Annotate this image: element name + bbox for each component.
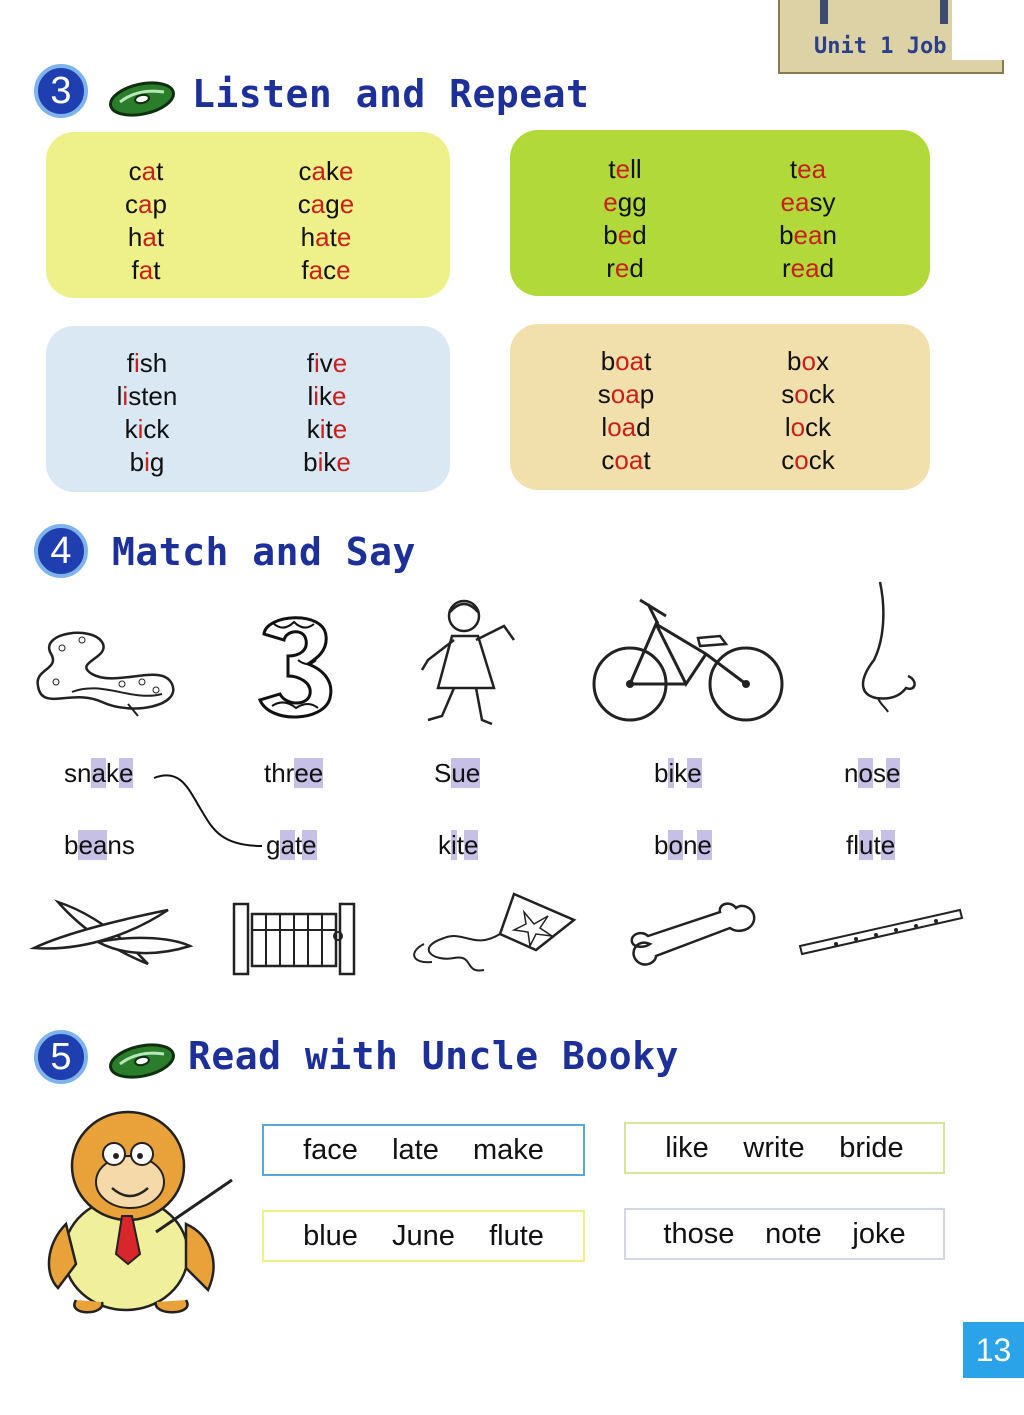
word: kick (124, 414, 170, 444)
word-column-long-a (276, 155, 376, 287)
word-column-long-o (578, 345, 674, 477)
word: fat (131, 255, 161, 285)
read-word[interactable]: face (303, 1133, 358, 1166)
section-number-4: 4 (34, 524, 88, 578)
bone-picture (626, 898, 760, 968)
match-word-three[interactable]: three (264, 758, 324, 788)
kite-picture (404, 890, 580, 978)
word: listen (116, 381, 178, 411)
word: egg (603, 187, 647, 217)
read-box-u (262, 1210, 585, 1262)
read-word[interactable]: joke (852, 1217, 906, 1250)
page-number: 13 (963, 1322, 1024, 1378)
match-word-flute[interactable]: flute (846, 830, 896, 860)
match-line (150, 768, 270, 850)
word: bed (603, 220, 647, 250)
word-column-short-a (106, 155, 186, 287)
word: face (301, 255, 351, 285)
word: five (306, 348, 348, 378)
word: cat (128, 156, 164, 186)
read-word[interactable]: like (665, 1131, 709, 1164)
word: coat (601, 445, 651, 475)
read-word[interactable]: write (743, 1131, 805, 1164)
word-column-short-i (100, 347, 194, 479)
match-word-kite[interactable]: kite (438, 830, 479, 860)
gate-picture (230, 900, 358, 978)
match-word-gate[interactable]: gate (266, 830, 317, 860)
match-word-beans[interactable]: beans (64, 830, 135, 860)
read-word[interactable]: blue (303, 1219, 358, 1252)
word-column-long-i (280, 347, 374, 479)
read-word[interactable]: those (663, 1217, 735, 1250)
snake-picture (32, 622, 182, 718)
word: easy (780, 187, 836, 217)
word: tea (789, 154, 827, 184)
unit-label: Unit 1 Job (814, 34, 947, 59)
word: tell (608, 154, 642, 184)
match-word-snake[interactable]: snake (64, 758, 134, 788)
page-margin (952, 0, 1024, 60)
beans-picture (28, 892, 194, 984)
sign-post (820, 0, 828, 24)
word: read (781, 253, 835, 283)
word: fish (126, 348, 168, 378)
word: sock (781, 379, 835, 409)
cd-icon[interactable] (108, 1042, 176, 1080)
word-box-o (510, 324, 930, 490)
word: cage (297, 189, 355, 219)
bike-picture (586, 594, 792, 724)
section-title-listen: Listen and Repeat (192, 72, 590, 116)
read-box-i (624, 1122, 945, 1174)
word: kite (306, 414, 348, 444)
word: lock (784, 412, 832, 442)
match-word-sue[interactable]: Sue (434, 758, 481, 788)
word-column-long-e (758, 153, 858, 285)
read-word[interactable]: flute (489, 1219, 544, 1252)
word: hat (127, 222, 165, 252)
read-word[interactable]: note (765, 1217, 822, 1250)
word: soap (597, 379, 655, 409)
word: red (606, 253, 644, 283)
read-word[interactable]: bride (839, 1131, 904, 1164)
read-word[interactable]: make (472, 1133, 544, 1166)
word: load (601, 412, 651, 442)
word: big (129, 447, 165, 477)
word: hate (300, 222, 352, 252)
word-column-short-e (580, 153, 670, 285)
section-title-read: Read with Uncle Booky (188, 1034, 679, 1078)
uncle-booky-picture (36, 1104, 240, 1316)
word: bike (303, 447, 351, 477)
match-word-nose[interactable]: nose (844, 758, 901, 788)
section-number-5: 5 (34, 1030, 88, 1084)
number-three-picture (254, 610, 336, 722)
word: like (307, 381, 347, 411)
read-box-a (262, 1124, 585, 1176)
word: cake (298, 156, 354, 186)
section-number-3: 3 (34, 64, 88, 118)
match-word-bone[interactable]: bone (654, 830, 712, 860)
nose-picture (850, 580, 920, 714)
word: cock (781, 445, 835, 475)
read-box-o (624, 1208, 945, 1260)
word: cap (125, 189, 167, 219)
flute-picture (796, 906, 966, 956)
word: box (787, 346, 829, 376)
section-title-match: Match and Say (112, 530, 416, 574)
read-word[interactable]: late (392, 1133, 439, 1166)
read-word[interactable]: June (392, 1219, 455, 1252)
match-word-bike[interactable]: bike (654, 758, 702, 788)
word: bean (779, 220, 837, 250)
word-column-short-o (760, 345, 856, 477)
cd-icon[interactable] (108, 80, 176, 118)
word-box-e (510, 130, 930, 296)
word: boat (600, 346, 652, 376)
sign-post (940, 0, 948, 24)
sue-girl-picture (414, 596, 520, 732)
